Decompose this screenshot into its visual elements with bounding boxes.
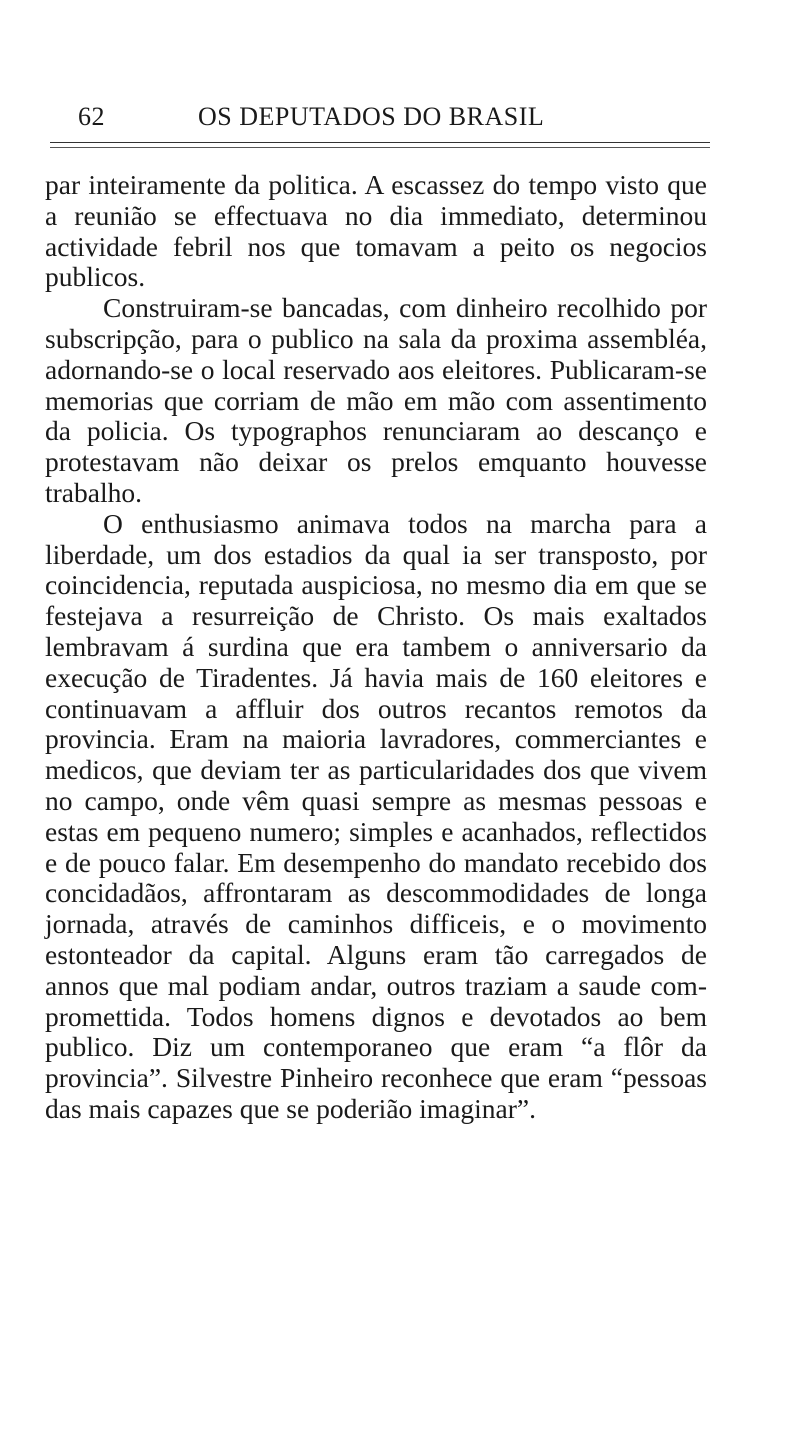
paragraph-3: O enthusiasmo animava todos na marcha para a liberdade, um dos estadios da qual ia ser transposto, por coincidencia, reputada auspiciosa, no mesmo dia em que se festejava a resurreição de Christo. Os mais exaltados lembravam á surdina que era tambem o anniversario da execução de Tiradentes. Já havia mais de 160 eleitores e continuavam a affluir dos outros recantos remotos da provincia. Eram na maioria lavradores, commerciantes e medicos, que deviam ter as particularidades dos que vivem no campo, onde vêm quasi sempre as mesmas pessoas e estas em pequeno numero; simples e acanhados, reflectidos e de pouco falar. Em desempenho do mandato recebido dos concidadãos, affrontaram as descommodidades de longa jornada, através de caminhos difficeis, e o movimento estonteador da capital. Alguns eram tão carregados de annos que mal podiam andar, outros traziam a saude compromettida. Todos homens dignos e devotados ao bem publico. Diz um contemporaneo que eram “a flôr da provincia”. Silvestre Pinheiro reconhece que eram “pessoas das mais capazes que se poderião imaginar”. (45, 507, 707, 1124)
paragraph-2: Construiram-se bancadas, com dinheiro recolhido por subscripção, para o publico na sala da proxima assembléa, adornando-se o local reservado aos eleitores. Publicaram-se memorias que corriam de mão em mão com assentimento da policia. Os typographos renunciaram ao descanço e protestavam não deixar os prelos emquanto houvesse trabalho. (45, 292, 707, 508)
header-rule-secondary (50, 147, 710, 148)
body-text (45, 170, 707, 1125)
page-header (50, 96, 710, 136)
paragraph-1: par inteiramente da politica. A escassez do tempo visto que a reunião se effectuava no dia immediato, determinou actividade febril nos que tomavam a peito os negocios publicos. (45, 169, 707, 293)
running-title: OS DEPUTADOS DO BRASIL (198, 102, 545, 131)
page-number: 62 (78, 102, 105, 131)
header-rule (50, 142, 710, 143)
